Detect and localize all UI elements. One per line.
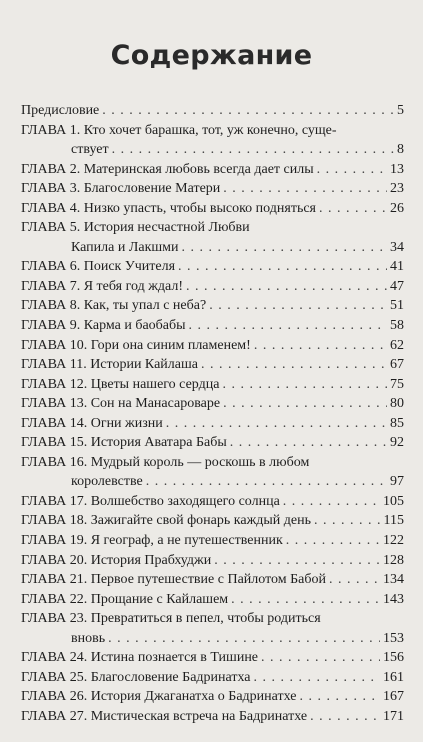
dot-leader	[329, 570, 380, 590]
dot-leader	[314, 511, 381, 531]
dot-leader	[186, 277, 387, 297]
toc-page-number: 85	[390, 415, 404, 431]
toc-page-number: 41	[390, 259, 404, 275]
dot-leader	[146, 472, 387, 492]
toc-entry	[21, 277, 404, 297]
toc-entry	[21, 648, 404, 668]
toc-entry-title: ГЛАВА 24. Истина познается в Тишине	[21, 650, 259, 666]
dot-leader	[182, 238, 387, 258]
toc-entry-line	[21, 609, 404, 629]
toc-page-number: 13	[390, 161, 404, 177]
toc-entry-title: Капила и Лакшми	[71, 239, 179, 255]
toc-entry-line	[21, 121, 404, 141]
toc-entry-line	[21, 316, 404, 336]
toc-entry-continuation	[21, 140, 404, 160]
dot-leader	[108, 629, 380, 649]
toc-entry	[21, 511, 404, 531]
toc-entry-title: Предисловие	[21, 103, 100, 118]
toc-entry-title: ГЛАВА 26. История Джаганатха о Бадринатхе	[21, 689, 297, 705]
toc-entry	[21, 218, 404, 257]
toc-entry-title: ГЛАВА 22. Прощание с Кайлашем	[21, 591, 229, 607]
page-title: Содержание	[110, 40, 313, 71]
toc-entry-line	[21, 414, 404, 434]
toc-page-number: 34	[390, 239, 404, 255]
toc-entry-title: ствует	[71, 142, 109, 158]
toc-entry	[21, 121, 404, 160]
toc-entry-line	[21, 179, 404, 199]
toc-page-number: 62	[390, 337, 404, 353]
dot-leader	[112, 140, 394, 160]
toc-entry	[21, 707, 404, 727]
toc-page-number: 5	[397, 103, 404, 118]
toc-page-number: 167	[383, 689, 404, 705]
toc-entry	[21, 687, 404, 707]
toc-entry-title: ГЛАВА 14. Огни жизни	[21, 415, 163, 431]
toc-entry	[21, 492, 404, 512]
toc-entry-title: ГЛАВА 8. Как, ты упал с неба?	[21, 298, 207, 314]
toc-entry-line	[21, 160, 404, 180]
toc-entry	[21, 296, 404, 316]
toc-entry-line	[21, 277, 404, 297]
toc-entry	[21, 394, 404, 414]
toc-entry	[21, 531, 404, 551]
toc-entry-line	[21, 355, 404, 375]
toc-entry-title: ГЛАВА 25. Благословение Бадринатха	[21, 669, 251, 685]
dot-leader	[102, 101, 394, 121]
toc-page-number: 8	[397, 142, 404, 158]
dot-leader	[261, 648, 380, 668]
toc-entry-line	[21, 511, 404, 531]
toc-page-number: 156	[383, 650, 404, 666]
toc-entry	[21, 433, 404, 453]
toc-page-number: 80	[390, 396, 404, 412]
dot-leader	[209, 296, 387, 316]
dot-leader	[299, 687, 380, 707]
toc-entry-title: ГЛАВА 11. Истории Кайлаша	[21, 357, 198, 373]
toc-entry-line	[21, 199, 404, 219]
toc-page-number: 153	[383, 630, 404, 646]
toc-entry-line	[21, 453, 404, 473]
toc-entry-line	[21, 336, 404, 356]
dot-leader	[189, 316, 387, 336]
dot-leader	[178, 257, 387, 277]
toc-page-number: 171	[383, 708, 404, 724]
toc-entry-title: вновь	[71, 630, 106, 646]
toc-entry	[21, 590, 404, 610]
dot-leader	[166, 414, 387, 434]
toc-page-number: 105	[383, 493, 404, 509]
toc-page-number: 75	[390, 376, 404, 392]
toc-entry-title: ГЛАВА 15. История Аватара Бабы	[21, 435, 227, 451]
toc-page-number: 51	[390, 298, 404, 314]
toc-entry-title: ГЛАВА 7. Я тебя год ждал!	[21, 278, 183, 294]
toc-page-number: 47	[390, 278, 404, 294]
dot-leader	[223, 394, 387, 414]
toc-entry	[21, 355, 404, 375]
toc-page-number: 97	[390, 474, 404, 490]
toc-entry	[21, 257, 404, 277]
toc-entry	[21, 375, 404, 395]
toc-entry	[21, 551, 404, 571]
toc-entry	[21, 316, 404, 336]
dot-leader	[319, 199, 387, 219]
toc-page-number: 23	[390, 181, 404, 197]
toc-entry-title: ГЛАВА 6. Поиск Учителя	[21, 259, 176, 275]
dot-leader	[254, 336, 387, 356]
dot-leader	[231, 590, 380, 610]
toc-entry-line	[21, 707, 404, 727]
toc-page-number: 26	[390, 200, 404, 216]
dot-leader	[283, 492, 380, 512]
toc-entry	[21, 179, 404, 199]
toc-entry-title: королевстве	[71, 474, 143, 490]
toc-entry-title: ГЛАВА 9. Карма и баобабы	[21, 318, 186, 334]
toc-entry	[21, 668, 404, 688]
dot-leader	[214, 551, 380, 571]
toc-page-number: 161	[383, 669, 404, 685]
toc-entry-title: ГЛАВА 16. Мудрый король — роскошь в любом	[21, 454, 310, 470]
toc-entry-line	[21, 648, 404, 668]
toc-entry-line	[21, 668, 404, 688]
toc-entry	[21, 414, 404, 434]
toc-entry-line	[21, 570, 404, 590]
toc-entry-title: ГЛАВА 3. Благословение Матери	[21, 181, 221, 197]
dot-leader	[230, 433, 387, 453]
toc-entry-title: ГЛАВА 10. Гори она синим пламенем!	[21, 337, 251, 353]
toc-page-number: 122	[383, 533, 404, 549]
dot-leader	[310, 707, 380, 727]
toc-entry-title: ГЛАВА 2. Материнская любовь всегда дает силы	[21, 161, 314, 177]
toc-page-number: 67	[390, 357, 404, 373]
toc-entry-line	[21, 257, 404, 277]
dot-leader	[317, 160, 387, 180]
toc-page-number: 128	[383, 552, 404, 568]
toc-entry-continuation	[21, 472, 404, 492]
toc-entry-line	[21, 551, 404, 571]
toc-page-number: 92	[390, 435, 404, 451]
toc-entry-title: ГЛАВА 5. История несчастной Любви	[21, 220, 250, 236]
toc-entry-title: ГЛАВА 12. Цветы нашего сердца	[21, 376, 220, 392]
toc-entry-continuation	[21, 238, 404, 258]
toc-entry-line	[21, 101, 404, 121]
toc-entry	[21, 160, 404, 180]
toc-page-number: 115	[383, 513, 404, 529]
toc-entry-title: ГЛАВА 19. Я географ, а не путешественник	[21, 533, 283, 549]
toc-page-number: 134	[383, 572, 404, 588]
toc-entry	[21, 199, 404, 219]
toc-entry-line	[21, 218, 404, 238]
toc-entry	[21, 609, 404, 648]
toc-page-number: 143	[383, 591, 404, 607]
toc-entry-title: ГЛАВА 27. Мистическая встреча на Бадринатхе	[21, 708, 308, 724]
toc-entry-title: ГЛАВА 17. Волшебство заходящего солнца	[21, 493, 280, 509]
toc-entry-line	[21, 375, 404, 395]
toc-entry	[21, 453, 404, 492]
toc-entry-line	[21, 590, 404, 610]
toc-page-number: 58	[390, 318, 404, 334]
dot-leader	[201, 355, 387, 375]
toc-entry-line	[21, 296, 404, 316]
toc-entry-line	[21, 394, 404, 414]
toc-entry-title: ГЛАВА 23. Превратиться в пепел, чтобы родиться	[21, 611, 321, 627]
toc-entry-line	[21, 531, 404, 551]
dot-leader	[254, 668, 380, 688]
toc-entry-line	[21, 687, 404, 707]
toc-entry	[21, 570, 404, 590]
toc-entry	[21, 101, 404, 121]
toc-entry-title: ГЛАВА 4. Низко упасть, чтобы высоко подняться	[21, 200, 316, 216]
toc-entry-title: ГЛАВА 13. Сон на Манасароваре	[21, 396, 221, 412]
toc-entry-title: ГЛАВА 21. Первое путешествие с Пайлотом Бабой	[21, 572, 326, 588]
dot-leader	[286, 531, 380, 551]
toc-entry-line	[21, 433, 404, 453]
toc-entry-continuation	[21, 629, 404, 649]
toc-entry-line	[21, 492, 404, 512]
dot-leader	[223, 179, 387, 199]
dot-leader	[222, 375, 387, 395]
toc-entry-title: ГЛАВА 18. Зажигайте свой фонарь каждый день	[21, 513, 311, 529]
toc-entry-title: ГЛАВА 20. История Прабхуджи	[21, 552, 212, 568]
table-of-contents	[21, 101, 404, 727]
toc-entry	[21, 336, 404, 356]
toc-entry-title: ГЛАВА 1. Кто хочет барашка, тот, уж конечно, суще-	[21, 122, 337, 138]
